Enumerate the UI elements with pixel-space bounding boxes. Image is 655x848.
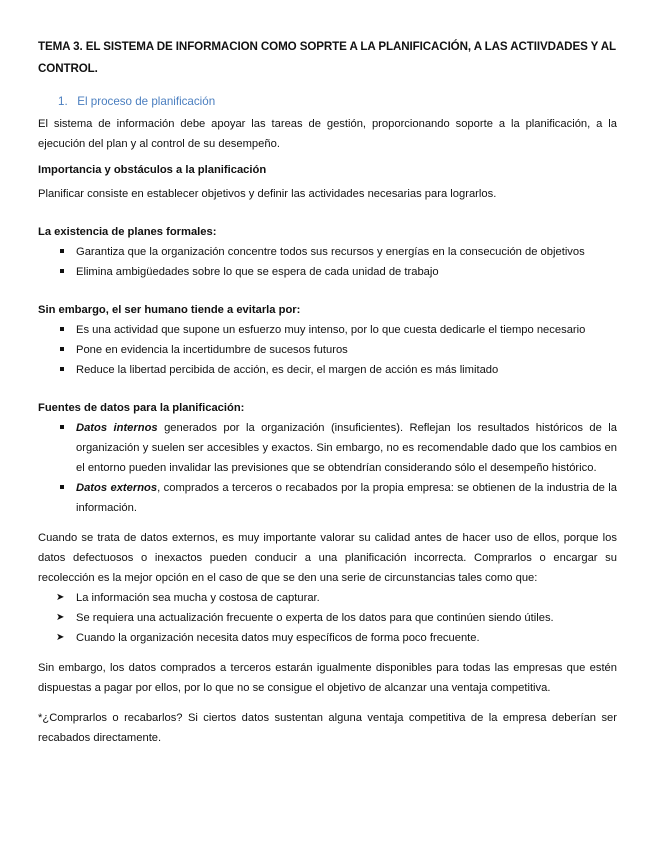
document-title: TEMA 3. EL SISTEMA DE INFORMACION COMO SOPRTE A LA PLANIFICACIÓN, A LAS ACTIIVDADES Y AL CONTROL. [38, 40, 616, 75]
human-list [38, 320, 617, 380]
square-bullet-icon [60, 347, 64, 351]
external-data-paragraph: Cuando se trata de datos externos, es muy importante valorar su calidad antes de hacer uso de ellos, porque los datos defectuosos o inexactos pueden conducir a una planificación incorrecta. Comprarlos o encargar su recolección es la mejor opción en el caso de que se den una serie de circunstancias tales como que: [38, 532, 617, 584]
list-item [38, 588, 617, 608]
list-item-text: Cuando la organización necesita datos muy específicos de forma poco frecuente. [76, 632, 480, 644]
list-item [38, 320, 617, 340]
human-heading: Sin embargo, el ser humano tiende a evitarla por: [38, 304, 301, 316]
square-bullet-icon [60, 327, 64, 331]
internal-data-term: Datos internos [76, 422, 158, 434]
list-item [38, 608, 617, 628]
list-item [38, 340, 617, 360]
list-item-text: Elimina ambigüedades sobre lo que se espera de cada unidad de trabajo [76, 266, 439, 278]
square-bullet-icon [60, 485, 64, 489]
section-heading-planning [58, 93, 617, 111]
intro-paragraph: El sistema de información debe apoyar las tareas de gestión, proporcionando soporte a la planificación, a la ejecución del plan y al control de su desempeño. [38, 118, 617, 150]
list-item-text: Pone en evidencia la incertidumbre de sucesos futuros [76, 344, 348, 356]
formal-plans-list [38, 242, 617, 282]
note-paragraph: *¿Comprarlos o recabarlos? Si ciertos datos sustentan alguna ventaja competitiva de la empresa deberían ser recabados directamente. [38, 712, 617, 744]
importance-heading: Importancia y obstáculos a la planificación [38, 164, 267, 176]
list-item [38, 360, 617, 380]
internal-data-text: generados por la organización (insuficientes). Reflejan los resultados históricos de la organización y suelen ser accesibles y exactos. Sin embargo, no es recomendable dado que los cambios en el entorno pueden invalidar las previsiones que se obtendrían considerando sólo el desempeño histórico. [76, 422, 617, 474]
document-content [38, 36, 617, 748]
square-bullet-icon [60, 425, 64, 429]
list-item-text: Reduce la libertad percibida de acción, es decir, el margen de acción es más limitado [76, 364, 499, 376]
list-item [38, 262, 617, 282]
list-item [38, 478, 617, 518]
external-data-term: Datos externos [76, 482, 158, 494]
square-bullet-icon [60, 249, 64, 253]
list-item-text: Se requiera una actualización frecuente o experta de los datos para que continúen siendo útiles. [76, 612, 554, 624]
section-number: 1. [58, 95, 68, 108]
list-item-text: Es una actividad que supone un esfuerzo muy intenso, por lo que cuesta dedicarle el tiempo necesario [76, 324, 586, 336]
arrow-bullet-icon: ➤ [56, 612, 65, 623]
external-data-text: , comprados a terceros o recabados por la propia empresa: se obtienen de la industria de la información. [76, 482, 617, 514]
sources-heading: Fuentes de datos para la planificación: [38, 402, 245, 414]
arrow-bullet-icon: ➤ [56, 632, 65, 643]
section-label: El proceso de planificación [77, 95, 216, 108]
list-item-text: La información sea mucha y costosa de capturar. [76, 592, 320, 604]
square-bullet-icon [60, 367, 64, 371]
formal-plans-heading: La existencia de planes formales: [38, 226, 217, 238]
however-paragraph: Sin embargo, los datos comprados a terceros estarán igualmente disponibles para todas las empresas que estén dispuestas a pagar por ellos, por lo que no se consigue el objetivo de alcanzar una ventaja competitiva. [38, 662, 617, 694]
list-item [38, 242, 617, 262]
list-item [38, 418, 617, 478]
list-item [38, 628, 617, 648]
sources-list [38, 418, 617, 518]
square-bullet-icon [60, 269, 64, 273]
importance-paragraph: Planificar consiste en establecer objetivos y definir las actividades necesarias para lograrlos. [38, 188, 497, 200]
list-item-text: Garantiza que la organización concentre todos sus recursos y energías en la consecución de objetivos [76, 246, 585, 258]
circumstances-list [38, 588, 617, 648]
arrow-bullet-icon: ➤ [56, 592, 65, 603]
